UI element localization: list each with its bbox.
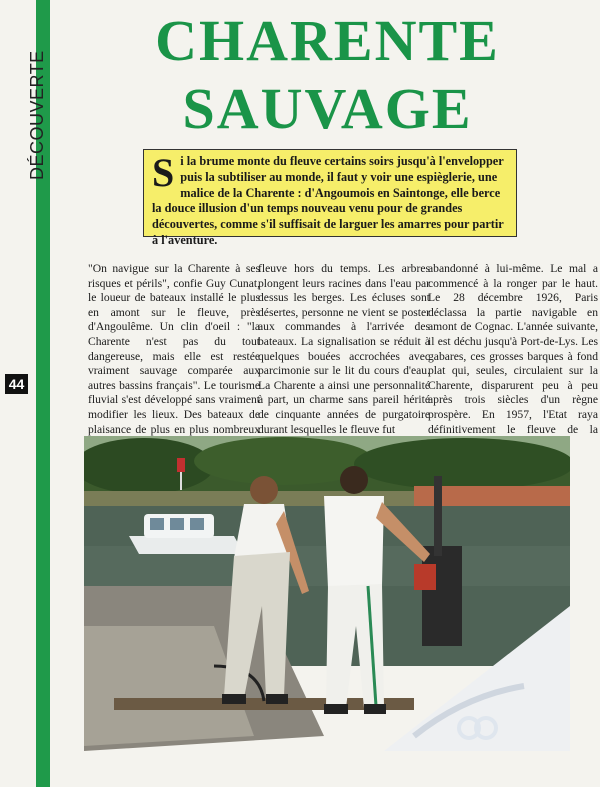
- intro-text: i la brume monte du fleuve certains soirs jusqu'à l'envelopper puis la subtiliser au monde, il faut y voir une espièglerie, une malice de la Charente : d'Angoumois en Saintonge, elle berce la douce illusion d'un temps nouveau venu pour de grandes découvertes, comme s'il suffisait de larguer les amarres pour partir à l'aventure.: [152, 154, 504, 247]
- article-column-1: "On navigue sur la Charente à ses risques et périls", confie Guy Cunat, le loueur de bateaux installé le plus en amont sur le fleuve, près d'Angoulême. Un clin d'oeil : "la Charente n'est pas du tout dangereuse, mais elle est restée vraiment sauvage comparée aux autres bassins français". Le tourisme fluvial s'est développé sans vraiment modifier les lieux. Des bateaux de plaisance de plus en plus nombreux: [88, 262, 260, 436]
- lock-photo-illustration: [84, 436, 570, 751]
- page-number: 44: [5, 374, 28, 394]
- article-column-2: fleuve hors du temps. Les arbres plongent leurs racines dans l'eau par dessus les berges. Les écluses sont désertes, personne ne vient se poster aux commandes à l'arrivée des bateaux. La signalisation se réduit à quelques bouées accrochées avec parcimonie sur le lit du cours d'eau. La Charente a ainsi une personnalité à part, un charme sans pareil hérité de cinquante années de purgatoire durant lesquelles le fleuve fut: [258, 262, 430, 436]
- intro-box: [143, 149, 517, 247]
- title-line-2: SAUVAGE: [182, 76, 473, 141]
- section-label: [3, 20, 47, 180]
- article-column-3: abandonné à lui-même. Le mal a commencé à la ronger par le haut. Le 28 décembre 1926, Paris déclassa la partie navigable en amont de Cognac. L'année suivante, il est déchu jusqu'à Port-de-Lys. Les gabares, ces grosses barques à fond plat qui, seules, circulaient sur la Charente, disparurent peu à peu après trois siècles d'un règne prospère. En 1957, l'Etat raya définitivement le fleuve de la: [428, 262, 598, 436]
- section-label-text: DÉCOUVERTE: [27, 50, 47, 180]
- intro-dropcap: S: [152, 150, 175, 195]
- lock-photo: [84, 436, 570, 751]
- title-line-1: CHARENTE: [155, 8, 500, 73]
